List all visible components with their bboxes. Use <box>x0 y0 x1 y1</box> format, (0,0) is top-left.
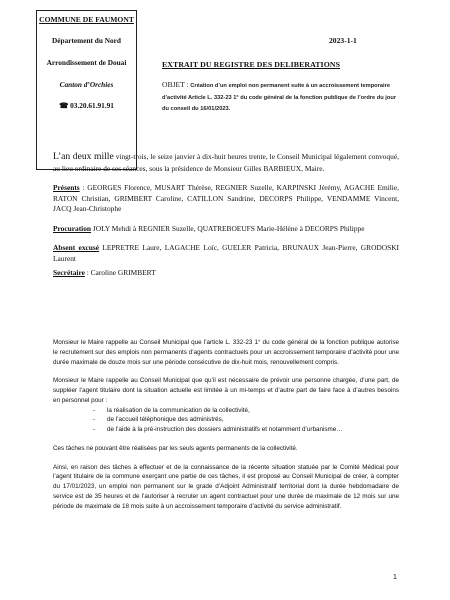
objet-label: OBJET : <box>162 80 189 89</box>
presents-text: : GEORGES Florence, MUSART Thérèse, REGNIER Suzelle, KARPINSKI Jérémy, AGACHE Emilie, RATON Christian, GRIMBERT Caroline, CATILLON Sandrine, DECORPS Philippe, VENDAMME Vincent, JACQ Jean-Christophe <box>53 183 399 214</box>
list-item: - la réalisation de la communication de la collectivité, <box>93 406 399 416</box>
procuration-text: JOLY Mehdi à REGNIER Suzelle, QUATREBOEUFS Marie-Hélène à DECORPS Philippe <box>91 223 365 233</box>
arrondissement: Arrondissement de Douai <box>46 57 127 67</box>
commune-name: COMMUNE DE FAUMONT <box>39 15 134 24</box>
phone-line <box>37 101 136 110</box>
commune-header-box <box>36 10 137 170</box>
canton: Canton d’Orchies <box>59 79 114 89</box>
intro-paragraph <box>53 150 399 174</box>
procuration-label: Procuration <box>53 223 92 233</box>
procuration-paragraph <box>53 224 399 235</box>
presents-paragraph <box>53 183 399 215</box>
body-paragraph-3: Ces tâches ne pouvant être réalisées par les seuls agents permanents de la collectivité. <box>53 444 298 452</box>
deliberation-body <box>53 338 399 520</box>
departement: Département du Nord <box>52 36 121 46</box>
phone-number: 03.20.61.91.91 <box>70 100 114 110</box>
list-item: - de l’accueil téléphonique des administrés, <box>93 415 399 425</box>
document-number: 2023-1-1 <box>329 36 357 45</box>
objet-text: Création d’un emploi non permanent suite à un accroissement temporaire d’activité Article L. 332-23 1° du code général de la fonction publique de l’ordre du jour du conseil du 16/01/2023. <box>162 83 397 113</box>
page-number: 1 <box>393 574 397 581</box>
absent-label: Absent excusé <box>53 243 100 253</box>
document-title: EXTRAIT DU REGISTRE DES DELIBERATIONS <box>162 60 341 69</box>
secretaire-paragraph <box>53 268 399 279</box>
intro-lead: L’an deux mille <box>53 151 114 162</box>
body-list-block <box>53 376 399 435</box>
absent-text: LEPRETRE Laure, LAGACHE Loïc, GUELER Patricia, BRUNAUX Jean-Pierre, GRODOSKI Laurent <box>53 243 399 263</box>
list-item: - de l’aide à la pré-instruction des dossiers administratifs et notamment d’urbanisme… <box>93 425 399 435</box>
presents-label: Présents <box>53 183 80 193</box>
tasks-list <box>93 406 399 435</box>
body-paragraph-1: Monsieur le Maire rappelle au Conseil Municipal que l’article L. 332-23 1° du code général de la fonction publique autorise le recrutement sur des emplois non permanents d’agents contractuels pour un accroissement temporaire d’activité pour une durée maximale de douze mois sur une période consécutive de dix-huit mois, renouvellement compris. <box>53 339 399 366</box>
deliberation-preamble <box>53 150 399 288</box>
secretaire-text: : Caroline GRIMBERT <box>84 268 156 278</box>
body-paragraph-2: Monsieur le Maire rappelle au Conseil Municipal que qu’il est nécessaire de prévoir une personne chargée, d’une part, de suppléer l’agent titulaire dont la situation actuelle est limitée à un mi-temps et d’autre part de faire face à d’autres besoins en personnel pour : <box>53 377 399 404</box>
intro-text: vingt-trois, le seize janvier à dix-huit heures trente, le Conseil Municipal légalement convoqué, au lieu ordinaire de ses séances, sous la présidence de Monsieur Gilles BARBIEUX, Maire. <box>53 152 399 173</box>
absent-paragraph <box>53 243 399 264</box>
objet-block <box>162 77 400 116</box>
secretaire-label: Secrétaire <box>53 268 85 278</box>
body-paragraph-4: Ainsi, en raison des tâches à effectuer et de la connaissance de la récente situation statuée par le Comité Médical pour l’agent titulaire de la commune exerçant une partie de ces tâches, il est proposé au Conseil Municipal de créer, à compter du 17/01/2023, un emploi non permanent sur le grade d’Adjoint Administratif territorial dont la durée hebdomadaire de service est de 35 heures et de l’autoriser à recruter un agent contractuel pour une durée de maximale de 12 mois sur une période de maximale de 18 mois suite à un accroissement temporaire d’activité du service administratif. <box>53 463 399 510</box>
phone-icon: ☎ <box>59 100 69 110</box>
